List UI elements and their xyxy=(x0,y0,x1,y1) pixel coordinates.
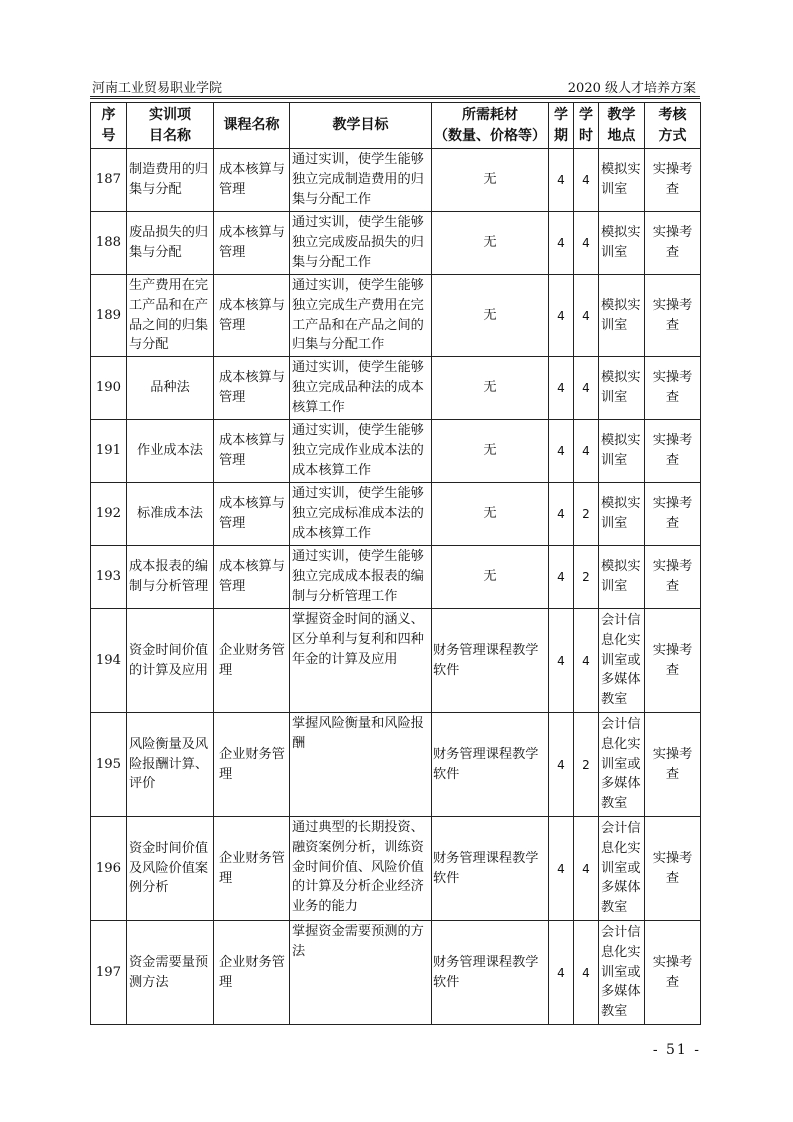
assessment: 实操考查 xyxy=(645,713,701,817)
teaching-goal: 掌握风险衡量和风险报酬 xyxy=(290,713,432,817)
project-name: 资金需要量预测方法 xyxy=(127,921,214,1025)
table-row xyxy=(91,713,701,817)
table-row xyxy=(91,483,701,546)
project-name: 制造费用的归集与分配 xyxy=(127,149,214,212)
assessment: 实操考查 xyxy=(645,609,701,713)
header-rule xyxy=(90,98,700,99)
materials: 无 xyxy=(432,275,549,357)
header-exam: 考核 方式 xyxy=(645,103,701,149)
teaching-goal: 通过实训，使学生能够独立完成作业成本法的成本核算工作 xyxy=(290,420,432,483)
assessment: 实操考查 xyxy=(645,212,701,275)
teaching-goal: 通过实训，使学生能够独立完成生产费用在完工产品和在产品之间的归集与分配工作 xyxy=(290,275,432,357)
teaching-goal: 通过实训，使学生能够独立完成标准成本法的成本核算工作 xyxy=(290,483,432,546)
hours: 2 xyxy=(574,546,599,609)
course-name: 成本核算与管理 xyxy=(214,546,290,609)
table-row xyxy=(91,275,701,357)
row-number: 194 xyxy=(91,609,127,713)
row-number: 190 xyxy=(91,357,127,420)
materials: 无 xyxy=(432,212,549,275)
hours: 4 xyxy=(574,921,599,1025)
table-row xyxy=(91,420,701,483)
materials: 无 xyxy=(432,483,549,546)
assessment: 实操考查 xyxy=(645,483,701,546)
project-name: 生产费用在完工产品和在产品之间的归集与分配 xyxy=(127,275,214,357)
header-course: 课程名称 xyxy=(214,103,290,149)
teaching-goal: 通过实训，使学生能够独立完成成本报表的编制与分析管理工作 xyxy=(290,546,432,609)
hours: 4 xyxy=(574,212,599,275)
course-name: 成本核算与管理 xyxy=(214,149,290,212)
course-name: 成本核算与管理 xyxy=(214,275,290,357)
materials: 财务管理课程教学软件 xyxy=(432,609,549,713)
term: 4 xyxy=(549,149,574,212)
assessment: 实操考查 xyxy=(645,275,701,357)
assessment: 实操考查 xyxy=(645,921,701,1025)
term: 4 xyxy=(549,357,574,420)
project-name: 标准成本法 xyxy=(127,483,214,546)
table-row xyxy=(91,817,701,921)
header-hours: 学 时 xyxy=(574,103,599,149)
row-number: 191 xyxy=(91,420,127,483)
institution-name: 河南工业贸易职业学院 xyxy=(92,81,223,96)
term: 4 xyxy=(549,546,574,609)
term: 4 xyxy=(549,713,574,817)
materials: 财务管理课程教学软件 xyxy=(432,921,549,1025)
hours: 4 xyxy=(574,357,599,420)
location: 模拟实训室 xyxy=(599,149,645,212)
page-header xyxy=(90,76,700,97)
materials: 无 xyxy=(432,149,549,212)
course-name: 成本核算与管理 xyxy=(214,357,290,420)
materials: 无 xyxy=(432,420,549,483)
hours: 4 xyxy=(574,420,599,483)
table-header-row xyxy=(91,103,701,149)
term: 4 xyxy=(549,817,574,921)
hours: 4 xyxy=(574,817,599,921)
header-materials: 所需耗材 （数量、价格等） xyxy=(432,103,549,149)
term: 4 xyxy=(549,212,574,275)
location: 模拟实训室 xyxy=(599,357,645,420)
row-number: 193 xyxy=(91,546,127,609)
hours: 2 xyxy=(574,483,599,546)
header-goal: 教学目标 xyxy=(290,103,432,149)
location: 会计信息化实训室或多媒体教室 xyxy=(599,921,645,1025)
materials: 财务管理课程教学软件 xyxy=(432,817,549,921)
location: 会计信息化实训室或多媒体教室 xyxy=(599,817,645,921)
project-name: 作业成本法 xyxy=(127,420,214,483)
project-name: 资金时间价值及风险价值案例分析 xyxy=(127,817,214,921)
hours: 4 xyxy=(574,275,599,357)
location: 会计信息化实训室或多媒体教室 xyxy=(599,609,645,713)
hours: 4 xyxy=(574,149,599,212)
teaching-goal: 通过实训，使学生能够独立完成废品损失的归集与分配工作 xyxy=(290,212,432,275)
term: 4 xyxy=(549,420,574,483)
header-project-name: 实训项 目名称 xyxy=(127,103,214,149)
row-number: 188 xyxy=(91,212,127,275)
hours: 4 xyxy=(574,609,599,713)
teaching-goal: 掌握资金需要预测的方法 xyxy=(290,921,432,1025)
row-number: 195 xyxy=(91,713,127,817)
project-name: 废品损失的归集与分配 xyxy=(127,212,214,275)
project-name: 品种法 xyxy=(127,357,214,420)
course-name: 成本核算与管理 xyxy=(214,212,290,275)
header-term: 学 期 xyxy=(549,103,574,149)
term: 4 xyxy=(549,609,574,713)
location: 会计信息化实训室或多媒体教室 xyxy=(599,713,645,817)
table-row xyxy=(91,546,701,609)
course-name: 企业财务管理 xyxy=(214,713,290,817)
row-number: 197 xyxy=(91,921,127,1025)
assessment: 实操考查 xyxy=(645,149,701,212)
materials: 无 xyxy=(432,357,549,420)
table-row xyxy=(91,357,701,420)
location: 模拟实训室 xyxy=(599,546,645,609)
document-title: 2020 级人才培养方案 xyxy=(567,81,696,96)
project-name: 成本报表的编制与分析管理 xyxy=(127,546,214,609)
term: 4 xyxy=(549,275,574,357)
teaching-goal: 通过实训，使学生能够独立完成品种法的成本核算工作 xyxy=(290,357,432,420)
page-number: - 51 - xyxy=(652,1042,701,1058)
table-row xyxy=(91,149,701,212)
teaching-goal: 通过典型的长期投资、融资案例分析，训练资金时间价值、风险价值的计算及分析企业经济业务的能力 xyxy=(290,817,432,921)
course-name: 成本核算与管理 xyxy=(214,483,290,546)
location: 模拟实训室 xyxy=(599,483,645,546)
materials: 财务管理课程教学软件 xyxy=(432,713,549,817)
course-name: 企业财务管理 xyxy=(214,609,290,713)
row-number: 189 xyxy=(91,275,127,357)
teaching-goal: 掌握资金时间的涵义、区分单利与复利和四种年金的计算及应用 xyxy=(290,609,432,713)
assessment: 实操考查 xyxy=(645,546,701,609)
table-row xyxy=(91,609,701,713)
header-place: 教学 地点 xyxy=(599,103,645,149)
location: 模拟实训室 xyxy=(599,275,645,357)
assessment: 实操考查 xyxy=(645,817,701,921)
header-no: 序 号 xyxy=(91,103,127,149)
term: 4 xyxy=(549,921,574,1025)
assessment: 实操考查 xyxy=(645,420,701,483)
location: 模拟实训室 xyxy=(599,420,645,483)
course-name: 企业财务管理 xyxy=(214,817,290,921)
hours: 2 xyxy=(574,713,599,817)
assessment: 实操考查 xyxy=(645,357,701,420)
training-plan-table xyxy=(90,102,701,1025)
materials: 无 xyxy=(432,546,549,609)
table-row xyxy=(91,212,701,275)
row-number: 196 xyxy=(91,817,127,921)
course-name: 成本核算与管理 xyxy=(214,420,290,483)
project-name: 资金时间价值的计算及应用 xyxy=(127,609,214,713)
term: 4 xyxy=(549,483,574,546)
location: 模拟实训室 xyxy=(599,212,645,275)
course-name: 企业财务管理 xyxy=(214,921,290,1025)
project-name: 风险衡量及风险报酬计算、评价 xyxy=(127,713,214,817)
table-row xyxy=(91,921,701,1025)
teaching-goal: 通过实训，使学生能够独立完成制造费用的归集与分配工作 xyxy=(290,149,432,212)
row-number: 187 xyxy=(91,149,127,212)
row-number: 192 xyxy=(91,483,127,546)
